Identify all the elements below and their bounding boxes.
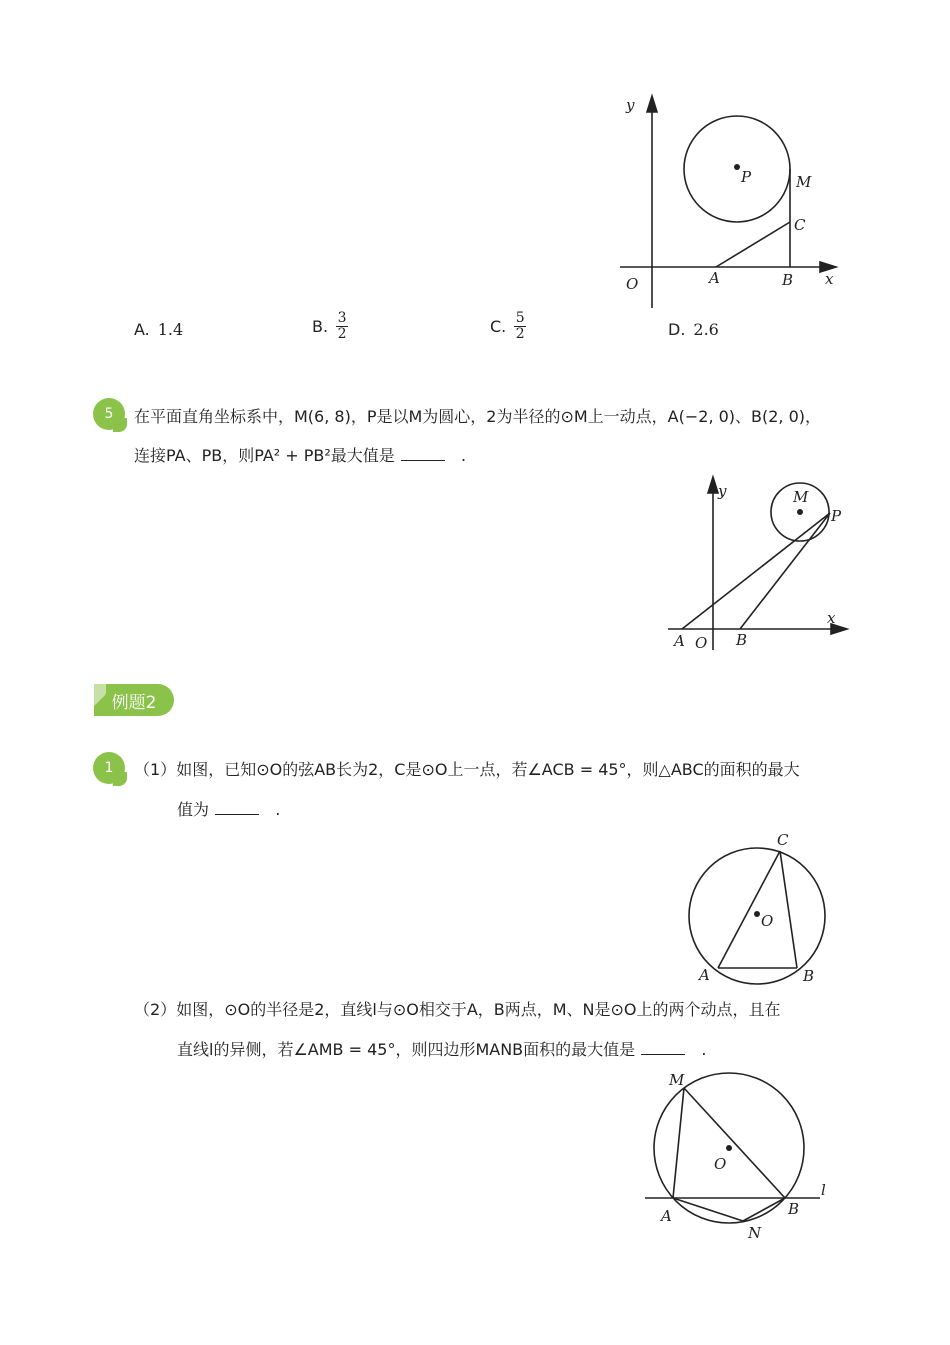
fig2-o-label: O (714, 1155, 727, 1173)
option-letter: B. (312, 317, 329, 336)
fraction-denominator: 2 (337, 326, 347, 342)
fig1-o-label: O (761, 912, 774, 930)
option-fraction (336, 311, 348, 342)
option-letter: C. (490, 317, 507, 336)
fig1-b-label: B (803, 967, 815, 985)
ex1-part2-line2 (177, 1038, 706, 1061)
fraction-denominator: 2 (515, 326, 525, 342)
ex1-figure2 (640, 1066, 840, 1246)
option-letter: D. (668, 320, 686, 339)
q4-option-c[interactable] (490, 311, 526, 342)
option-letter: A. (134, 320, 150, 339)
question-number: 1 (104, 760, 114, 776)
question-number-badge (93, 398, 125, 430)
ex1-part2-end: . (701, 1040, 707, 1059)
ex1-part2-text2: 直线l的异侧，若∠AMB = 45°，则四边形MANB面积的最大值是 (177, 1040, 636, 1059)
q5-text-line2 (134, 444, 466, 467)
q4-fig-m-label: M (796, 173, 812, 191)
ex1-part1-end: . (275, 800, 281, 819)
ex1-part1-text2: 值为 (177, 800, 210, 819)
fig1-a-label: A (699, 966, 710, 984)
fig2-l-label: l (821, 1181, 826, 1199)
q4-option-b[interactable] (312, 311, 348, 342)
question-number: 5 (104, 406, 114, 422)
q5-fig-o-label: O (695, 634, 708, 652)
ex1-part1-line2 (177, 798, 280, 821)
q4-fig-a-label: A (709, 269, 720, 287)
answer-blank[interactable] (215, 798, 259, 815)
ex1-part2-text: 如图，⊙O的半径是2，直线l与⊙O相交于A，B两点，M、N是⊙O上的两个动点，且在 (176, 1000, 781, 1019)
q5-fig-y-label: y (718, 482, 727, 500)
q4-fig-x-label: x (825, 270, 834, 288)
option-value: 2.6 (693, 320, 719, 339)
answer-blank[interactable] (401, 444, 445, 461)
part-label: （2） (134, 1000, 177, 1019)
ex1-part1-line1 (134, 759, 800, 781)
q5-figure (660, 470, 860, 655)
q4-option-d[interactable] (668, 320, 719, 339)
fig2-b-label: B (788, 1200, 800, 1218)
q5-fig-m-label: M (793, 488, 809, 506)
fraction-numerator: 5 (515, 310, 525, 326)
q5-fig-a-label: A (674, 632, 685, 650)
option-value: 1.4 (157, 320, 184, 339)
fig1-c-label: C (777, 831, 789, 849)
question-number-badge (93, 752, 125, 784)
q4-fig-y-label: y (626, 96, 635, 114)
q4-figure (610, 90, 850, 315)
answer-blank[interactable] (641, 1038, 685, 1055)
fig2-n-label: N (748, 1224, 762, 1242)
fig2-m-label: M (669, 1071, 685, 1089)
q5-fig-b-label: B (736, 631, 748, 649)
q5-text-line2-start: 连接PA、PB，则PA² + PB²最大值是 (134, 446, 395, 465)
fig2-a-label: A (661, 1207, 672, 1225)
q5-fig-p-label: P (831, 507, 842, 525)
section-title: 例题2 (111, 692, 157, 713)
q5-fig-x-label: x (827, 609, 836, 627)
ex1-figure1 (680, 828, 840, 990)
ex1-part2-line1 (134, 999, 781, 1021)
q4-fig-b-label: B (782, 271, 794, 289)
ex1-part1-text: 如图，已知⊙O的弦AB长为2，C是⊙O上一点，若∠ACB = 45°，则△ABC的面积的最大 (176, 760, 800, 779)
option-fraction (514, 311, 526, 342)
q4-fig-o-label: O (626, 275, 639, 293)
section-title-tag (94, 684, 174, 716)
q5-text-line2-end: . (460, 446, 467, 465)
q4-fig-c-label: C (794, 216, 806, 234)
q4-option-a[interactable] (134, 320, 183, 339)
q4-fig-p-label: P (741, 168, 752, 186)
part-label: （1） (134, 760, 177, 779)
fraction-numerator: 3 (337, 310, 347, 326)
q5-text-line1: 在平面直角坐标系中，M(6, 8)，P是以M为圆心，2为半径的⊙M上一动点，A(−2, 0)、B(2, 0)， (134, 407, 822, 426)
